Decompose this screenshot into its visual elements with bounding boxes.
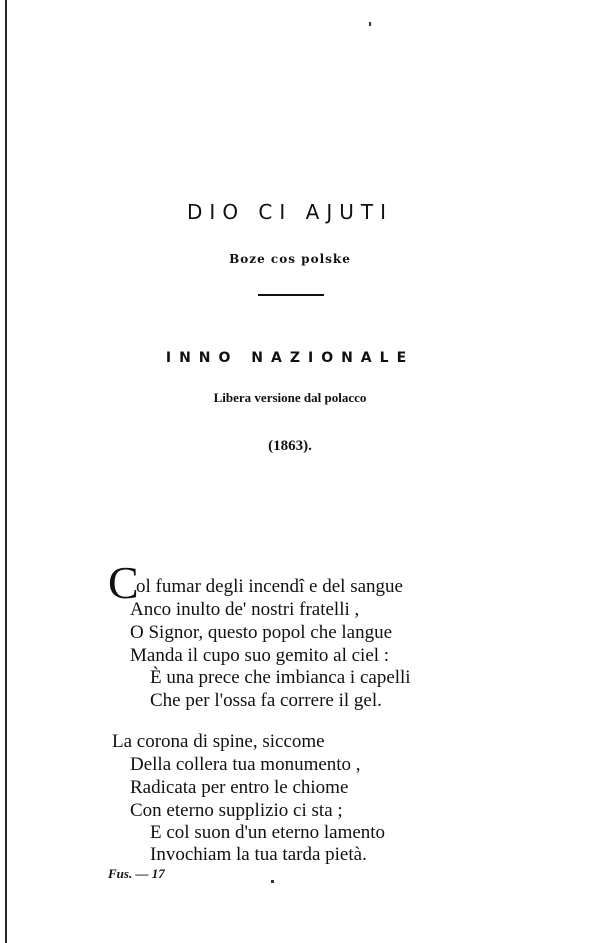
drop-cap: C	[108, 557, 139, 608]
stanza1-line-6: Che per l'ossa fa correre il gel.	[150, 690, 382, 711]
stanza2-line-5: E col suon d'un eterno lamento	[150, 822, 386, 843]
stanza1-line-5: È una prece che imbianca i capelli	[150, 667, 411, 688]
stanza2-line-6: Invochiam la tua tarda pietà.	[150, 844, 367, 865]
stanza2-line-1: La corona di spine, siccome	[112, 731, 325, 752]
section-note: Libera versione dal polacco	[213, 390, 367, 405]
poem-title: DIO CI AJUTI	[187, 200, 393, 224]
stanza2-line-4: Con eterno supplizio ci sta ;	[130, 800, 343, 821]
poem-subtitle: Boze cos polske	[229, 252, 351, 266]
stanza2-line-2: Della collera tua monumento ,	[130, 754, 361, 775]
section-year: (1863).	[268, 438, 312, 454]
stanza1-line-3: O Signor, questo popol che langue	[130, 622, 393, 643]
ink-speck-top	[369, 22, 371, 26]
section-title: INNO NAZIONALE	[165, 350, 415, 366]
stanza1-line-1: ol fumar degli incendî e del sangue	[136, 576, 403, 597]
printer-signature: Fus. — 17	[108, 866, 165, 881]
stanza2-line-3: Radicata per entro le chiome	[130, 777, 349, 798]
title-divider	[258, 294, 324, 296]
ink-speck-bottom	[271, 880, 274, 883]
page-left-edge	[5, 0, 7, 943]
stanza1-line-4: Manda il cupo suo gemito al ciel :	[130, 645, 390, 666]
stanza1-line-2: Anco inulto de' nostri fratelli ,	[130, 599, 360, 620]
